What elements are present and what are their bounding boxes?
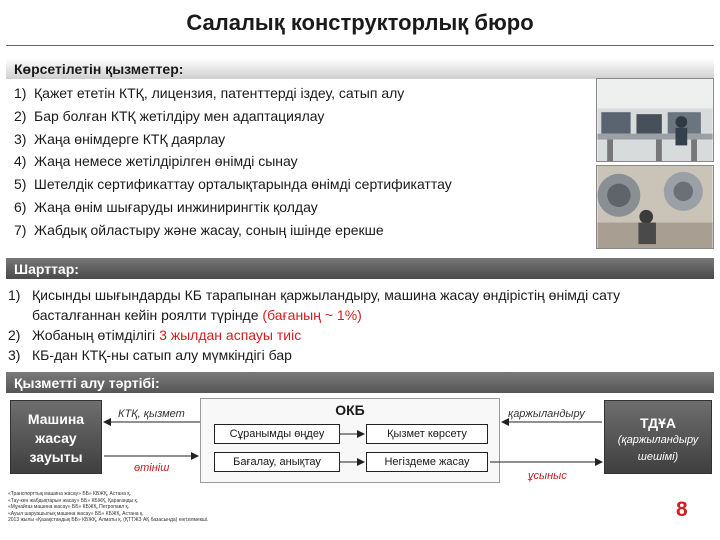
- item-highlight: (бағаның ~ 1%): [262, 307, 362, 323]
- item-number: 3): [8, 347, 21, 363]
- list-item: [8, 345, 712, 365]
- item-text: Шетелдік сертификаттау орталықтарында өнімді сертификаттау: [34, 176, 452, 193]
- step-evaluate: Бағалау, анықтау: [214, 452, 340, 472]
- footnote: «Мұнайгаз машина жасау» ББ» КБЖҚ, Петропавл қ.: [8, 504, 130, 511]
- services-list: [14, 82, 594, 242]
- workshop-photo: [596, 165, 714, 249]
- item-number: 4): [14, 153, 27, 170]
- step-provide-service: Қызмет көрсету: [366, 424, 488, 444]
- machine-plant-box: Машина жасау зауыты: [10, 400, 102, 474]
- item-number: 5): [14, 176, 27, 193]
- office-photo: [596, 78, 714, 162]
- list-item: [14, 150, 594, 173]
- item-number: 2): [14, 107, 27, 124]
- title-divider: [6, 45, 714, 46]
- list-item: [14, 173, 594, 196]
- footnote: 2013 жылы «Қазақстандық ББ» КБЖҚ, Алматы қ. (ҚТТЖЗ АҚ базасында) енгізілмекші.: [8, 517, 209, 524]
- item-text: Қажет ететін КТҚ, лицензия, патенттерді іздеу, сатып алу: [34, 85, 405, 101]
- page-number: 8: [676, 498, 688, 521]
- footnotes: [8, 491, 268, 524]
- step-justification: Негіздеме жасау: [366, 452, 488, 472]
- label-ktq-service: КТҚ, қызмет: [118, 408, 185, 420]
- item-text: КБ-дан КТҚ-ны сатып алу мүмкіндігі бар: [32, 347, 292, 363]
- okb-title: ОКБ: [335, 402, 365, 418]
- item-number: 6): [14, 198, 27, 215]
- label-proposal: ұсыныс: [528, 470, 567, 482]
- item-text: Жаңа немесе жетілдірілген өнімді сынау: [34, 153, 298, 170]
- footnote: «Тау-кен жабдықтарын жасау» ББ» КБЖҚ, Қарағанды қ.: [8, 497, 139, 504]
- tdua-box: [604, 400, 712, 474]
- list-item: [8, 325, 712, 345]
- item-number: 2): [8, 327, 21, 343]
- list-item: [14, 82, 594, 105]
- step-process-request: Сұранымды өңдеу: [214, 424, 340, 444]
- item-number: 3): [14, 130, 27, 147]
- tdua-title: ТДҰА: [639, 415, 677, 431]
- label-financing: қаржыландыру: [508, 408, 585, 420]
- item-number: 1): [8, 287, 21, 303]
- services-header: Көрсетілетін қызметтер:: [6, 58, 714, 79]
- item-text: Бар болған КТҚ жетілдіру мен адаптациялау: [34, 107, 325, 124]
- list-item: [14, 105, 594, 128]
- label-application: өтініш: [134, 462, 170, 474]
- item-number: 1): [14, 85, 27, 101]
- page-title: Салалық конструкторлық бюро: [186, 10, 534, 35]
- item-highlight: 3 жылдан аспауы тиіс: [159, 327, 302, 343]
- list-item: [14, 128, 594, 151]
- list-item: [8, 285, 712, 325]
- footnote: «Ауыл шаруашылық машина жасау» ББ» КБЖҚ, Астана қ.: [8, 510, 144, 517]
- list-item: [14, 196, 594, 219]
- footnote: «Транспорттық машина жасау» ББ» КБЖҚ, Астана қ.: [8, 491, 131, 497]
- conditions-header: Шарттар:: [6, 258, 714, 279]
- item-text: Жабдық ойластыру және жасау, соның ішінде ерекше: [34, 221, 384, 238]
- conditions-list: [8, 285, 712, 365]
- item-text: Жобаның өтімділігі: [32, 327, 156, 343]
- item-text: Жаңа өнім шығаруды инжинирингтік қолдау: [34, 198, 318, 215]
- item-text: Қисынды шығындарды КБ тарапынан қаржыландыру, машина жасау өндірістің өнімді сату басталғаннан кейін роялти түрінде: [32, 287, 621, 323]
- list-item: [14, 219, 594, 242]
- item-text: Жаңа өнімдерге КТҚ даярлау: [34, 130, 226, 147]
- item-number: 7): [14, 221, 27, 238]
- procedure-header: Қызметті алу тәртібі:: [6, 372, 714, 393]
- tdua-subtitle: (қаржыландыру шешімі): [617, 434, 699, 463]
